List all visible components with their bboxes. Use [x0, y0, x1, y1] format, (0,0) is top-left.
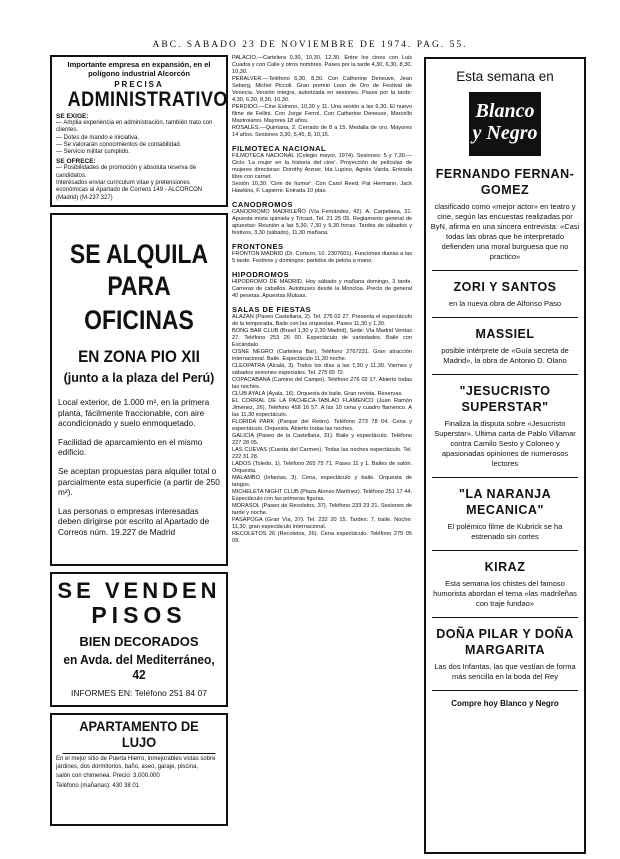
canodromo-entry: CANODROMO MADRILEÑO (Vía Fernández, 42). A. Carpetana, 31. Apuesta mixta quiniela y Tricast. Tel. 21 25 05. Reglamento general de apuestas: Reunión a las 5,30, 7,30 y 9,30 horas. Tardes de sábados y festivos, 3,30 (sábado), 11,30 mañana. [232, 209, 412, 236]
section-heading: HIPODROMOS [232, 270, 290, 279]
divider [432, 374, 578, 375]
ad1-require: — Amplia experiencia en administración, también trato con clientes. [56, 120, 213, 134]
divider [432, 690, 578, 691]
sala-entry: ALAZAN (Paseo Castellana, 2). Tel. 276 02 27. Presenta el espectáculo de la temporada. Baile con las orquestas. Pases 11,30 y 1,30. [232, 314, 412, 327]
promo-item-title: "JESUCRISTO SUPERSTAR" [459, 384, 551, 414]
promo-item-title: FERNANDO FERNAN-GOMEZ [435, 167, 575, 197]
ad4-line: salón con chimenea. Precio: 3.000.000 [56, 773, 160, 780]
divider [432, 617, 578, 618]
ad-se-alquila [50, 213, 228, 566]
cinema-entry: PERDIDO.—Cine Estreno, 10,30 y 11. Una sesión a las 6,30. El nuevo filme de Fellini. Con Jorge Ferrol, Con Catherine Deneuve, Marcello Mastroianni. Mayores 18 años. [232, 104, 412, 124]
filmoteca-entry: Sesión 10,30: 'Cine de humor'. Con Carol Reed, Pat Hermann, Jack Hawkins, F. Lapierre. Entrada 10 ptas. [232, 181, 412, 194]
ad3-subtitle: BIEN DECORADOS [79, 633, 199, 649]
ad2-paragraph: Local exterior, de 1.000 m², en la primera planta, fácilmente fraccionable, con aire acondicionado y suelo enmoquetado. [58, 396, 210, 429]
promo-item-title: "LA NARANJA MECANICA" [458, 487, 552, 517]
ad-se-venden-pisos [50, 572, 228, 707]
promo-item-text: El polémico filme de Kubrick se ha estrenado sin cortes [447, 522, 563, 541]
ad2-title-2: PARA OFICINAS [84, 270, 194, 335]
ad4-line: En el mejor sitio de Puerta Hierro, inmejorables vistas sobre jardines, dos dormitorios, baño, aseo, garaje, piscina, [56, 755, 216, 770]
ad2-location: (junto a la plaza del Perú) [63, 370, 215, 385]
section-heading: FRONTONES [232, 242, 284, 251]
sala-entry: CLUB AYALA (Ayala, 16). Orquesta de baile. Gran revista. Reservas. [232, 391, 403, 397]
sala-entry: PASAPOGA (Gran Vía, 37). Tel. 232 20 15. Tardes: 7, baile. Noche: 11,30, gran espectáculo internacional. [232, 517, 412, 530]
ad4-title: APARTAMENTO DE LUJO [63, 718, 216, 754]
ad-apartamento-lujo [50, 713, 228, 826]
divider [432, 270, 578, 271]
sala-entry: GALICIA (Paseo de la Castellana, 31). Baile y espectáculo. Teléfono 227 28 05. [232, 433, 412, 446]
ad1-offer: — Posibilidades de promoción y absoluta reserva de candidatos. [56, 165, 197, 179]
ad1-keyword: PRECISA [114, 80, 164, 89]
cinema-entry: PALACIO.—Cartelera 0,30, 10,30, 12,30. Entre los cines con Luis Cuadra y con Calle y otros nombres. Pases por la tarde 4,30, 6,30, 8,30, 10,30. [232, 55, 412, 75]
promo-week-label: Esta semana en [456, 69, 554, 84]
section-heading: FILMOTECA NACIONAL [232, 144, 327, 153]
ad3-address: en Avda. del Mediterráneo, 42 [63, 651, 215, 682]
sala-entry: CISNE NEGRO (Cartelera Bar). Teléfono 2767231. Gran atracción internacional. Baile. Espectáculo 11,30 noche. [232, 349, 412, 362]
ad1-require: — Se valorarán conocimientos de contabilidad. [56, 141, 182, 148]
sala-entry: COPACABANA (Camino del Campo). Teléfono 276 02 17. Abierto todas las noches. [232, 377, 412, 390]
sala-entry: LADOS (Toledo, 1). Teléfono 265 75 71. Pases 11 y 1. Bailes de salón. Orquesta. [232, 461, 412, 474]
ad2-paragraph: Facilidad de aparcamiento en el mismo edificio. [58, 436, 203, 458]
ad1-require: — Dotes de mando e iniciativa. [56, 134, 140, 141]
promo-item-text: Finaliza la disputa sobre «Jesucristo Superstar». Ultima carta de Pablo Villamar contra Camilo Sesto y Coloneo y apasionadas opiniones de numerosos lectores [434, 419, 576, 468]
promo-item-text: posible intérprete de «Guía secreta de Madrid», la obra de Antonio D. Olano [441, 346, 569, 365]
fronton-entry: FRONTON MADRID (Dr. Cortezo, 10. 2307601). Funciones diarias a las 5 tarde. Festivos y domingos: partidos de pelota a mano. [232, 251, 412, 264]
ad3-phone: INFORMES EN: Teléfono 251 84 07 [71, 687, 207, 698]
classified-column-left [50, 55, 228, 832]
ad4-line: Teléfono (mañanas): 430 38 01 [56, 782, 140, 789]
promo-footer: Compre hoy Blanco y Negro [451, 699, 559, 708]
promo-item-title: MASSIEL [475, 327, 535, 341]
ad1-requires-label: SE EXIGE: [56, 113, 89, 120]
ad2-paragraph: Las personas o empresas interesadas deben dirigirse por escrito al Apartado de Correos núm. 19.227 de Madrid [58, 505, 210, 537]
filmoteca-entry: FILMOTECA NACIONAL (Colegio mayor, 1974). Sesiones: 5 y 7,30.—Ciclo 'La mujer en la historia del cine'. Proyección de películas de mujeres directoras: Dorothy Arzner, Ida Lupino, Agnès Varda. Entrada libre con carnet. [232, 153, 412, 180]
promo-item-title: KIRAZ [484, 560, 526, 574]
ad-administrativo [50, 55, 228, 207]
divider [432, 477, 578, 478]
promo-item-text: Esta semana los chistes del famoso humorista abordan el tema «las madrileñas con traje fundao» [433, 579, 577, 608]
sala-entry: BONG BAR CLUB (Brasil 1,30 y 2,30 Madrid), Sede: Vía Madrid Ventas 27. Teléfono 253 26 00. Espectáculo de variedades. Baile con Escándalo. [232, 328, 412, 348]
cinema-entry: PERALVER.—Teléfono 6,30, 8,30. Con Catherine Deneuve, Jean Seberg, Michel Piccoli. Gran premio Leon de Oro de Festival de Venecia. Versión integra, autorizada en sesiones. Pases por la tarde: 4,30, 6,30, 8,30, 10,30. [232, 76, 412, 103]
page-header: ABC. SABADO 23 DE NOVIEMBRE DE 1974. PAG. 55. [152, 40, 468, 50]
hipodromo-entry: HIPODROMO DE MADRID. Hoy sábado y mañana domingo, 3 tarde. Carreras de caballos. Autobuses desde la Moncloa. Precio de general 40 pesetas. Apuestas Mutuas. [232, 279, 412, 299]
promo-box [424, 57, 586, 854]
section-heading: CANODROMOS [232, 200, 293, 209]
cinema-entry: ROSALES.—Quintana, 2. Cerrado de 8 a 15. Medalla de oro. Mayores 14 años. Sesiones 3,30, 5,45, 8, 10,15. [232, 125, 412, 138]
ad1-lead: Importante empresa en expansión, en el polígono industrial Alcorcón [67, 60, 211, 78]
logo-line-2: y Negro [472, 122, 538, 144]
logo-line-1: Blanco [475, 100, 535, 122]
divider [432, 550, 578, 551]
section-heading: SALAS DE FIESTAS [232, 305, 312, 314]
ad1-title: ADMINISTRATIVO [67, 88, 228, 111]
ad2-paragraph: Se aceptan propuestas para alquiler total o parcialmente esta superficie (a partir de 250 m²). [58, 465, 220, 498]
ad2-title-1: SE ALQUILA [69, 238, 209, 269]
ad1-offer: Interesados enviar curriculum vitae y pretensiones económicas al Apartado de Correos 149 - ALCORCON (Madrid) (M-237.327) [56, 180, 203, 201]
divider [432, 317, 578, 318]
sala-entry: FLORIDA PARK (Parque del Retiro). Teléfono 273 78 04. Cena y espectáculo. Orquesta. Abierto todas las noches. [232, 419, 412, 432]
blanco-y-negro-promo [424, 57, 586, 854]
sala-entry: EL CORRAL DE LA PACHECA-TABLAO FLAMENCO (Juan Ramón Jiménez, 26). Teléfono 458 16 57. A las 10 cena y cuadro flamenco. A las 11,30 espectáculo. [232, 398, 412, 418]
ad1-require: — Servicio militar cumplido. [56, 149, 131, 156]
sala-entry: MICHELETA NIGHT CLUB (Plaza Alonso Martínez). Teléfono 251 17 44. Espectáculo con las primeras figuras. [232, 489, 412, 502]
sala-entry: LAS CUEVAS (Cuesta del Carmen). Todas las noches espectáculo. Tel. 222 31 28. [232, 447, 412, 460]
promo-item-title: DOÑA PILAR Y DOÑA MARGARITA [436, 627, 574, 657]
promo-item-title: ZORI Y SANTOS [453, 280, 557, 294]
promo-item-text: clasificado como «mejor actor» en teatro y cine, según las encuestas realizadas por ByN, afirma en una sincera entrevista: «Casi todas las obras que he interpretado defienden una moral burguesa que no practico» [430, 202, 580, 261]
promo-item-text: en la nueva obra de Alfonso Paso [448, 299, 562, 308]
ad3-title-1: SE VENDEN [57, 577, 221, 603]
sala-entry: MALAMBO (Infantas, 3). Cena, espectáculo y baile. Orquesta de tangos. [232, 475, 412, 488]
listings-column [232, 55, 412, 545]
sala-entry: RECOLETOS 26 (Recoletos, 26). Cena espectáculo. Teléfono 275 05 09. [232, 531, 412, 544]
ad1-offers-label: SE OFRECE: [56, 158, 96, 166]
sala-entry: MORASOL (Paseo de Recoletos, 37). Teléfono 233 23 21. Sesiones de tarde y noche. [232, 503, 412, 516]
blanco-y-negro-logo [469, 92, 541, 156]
sala-entry: CLEOPATRA (Alcalá, 3). Todos los días a las 7,30 y 11,30. Viernes y sábados sesiones especiales. Tel. 275 65 72. [232, 363, 412, 376]
ad2-zone: EN ZONA PIO XII [78, 346, 200, 366]
ad3-title-2: PISOS [91, 601, 187, 628]
promo-item-text: Las dos Infantas, las que vestían de forma más sencilla en la boda del Rey [434, 662, 576, 681]
